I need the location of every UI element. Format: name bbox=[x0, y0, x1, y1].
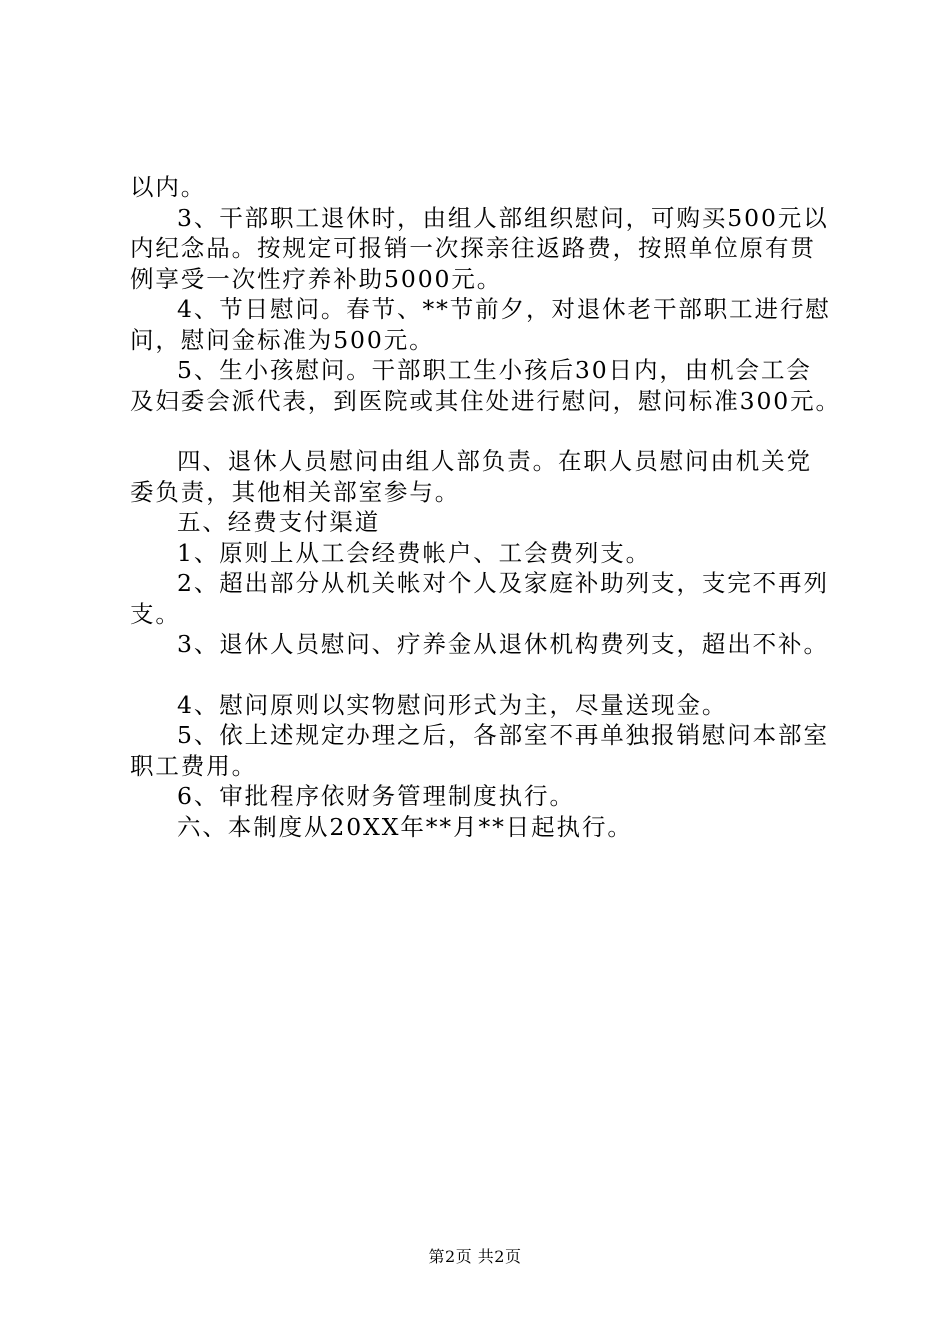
text-line: 2、超出部分从机关帐对个人及家庭补助列支，支完不再列 bbox=[177, 569, 829, 597]
text-line: 3、退休人员慰问、疗养金从退休机构费列支，超出不补。 bbox=[177, 630, 829, 658]
text-line: 四、退休人员慰问由组人部负责。在职人员慰问由机关党 bbox=[177, 447, 812, 475]
text-line: 4、节日慰问。春节、**节前夕，对退休老干部职工进行慰 bbox=[177, 295, 831, 323]
text-line: 以内。 bbox=[130, 173, 207, 201]
text-line: 6、审批程序依财务管理制度执行。 bbox=[177, 782, 575, 810]
text-line: 3、干部职工退休时，由组人部组织慰问，可购买500元以 bbox=[177, 203, 829, 232]
text-line: 职工费用。 bbox=[130, 751, 257, 780]
text-line: 例享受一次性疗养补助5000元。 bbox=[130, 264, 503, 293]
text-line: 5、生小孩慰问。干部职工生小孩后30日内，由机会工会 bbox=[177, 356, 812, 384]
text-line: 问，慰问金标准为500元。 bbox=[130, 325, 435, 354]
page-number-footer: 第2页 共2页 bbox=[428, 1247, 522, 1266]
text-line: 及妇委会派代表，到医院或其住处进行慰问，慰问标准300元。 bbox=[130, 386, 841, 415]
text-line: 支。 bbox=[130, 599, 181, 628]
text-line: 内纪念品。按规定可报销一次探亲往返路费，按照单位原有贯 bbox=[130, 234, 816, 262]
text-line: 5、依上述规定办理之后，各部室不再单独报销慰问本部室 bbox=[177, 721, 829, 749]
text-line: 1、原则上从工会经费帐户、工会费列支。 bbox=[177, 538, 652, 567]
section-heading: 五、经费支付渠道 bbox=[177, 508, 381, 536]
text-line: 委负责，其他相关部室参与。 bbox=[130, 477, 461, 506]
text-line: 4、慰问原则以实物慰问形式为主，尽量送现金。 bbox=[177, 690, 728, 719]
document-body bbox=[130, 172, 841, 842]
text-line: 六、本制度从20XX年**月**日起执行。 bbox=[177, 812, 633, 841]
